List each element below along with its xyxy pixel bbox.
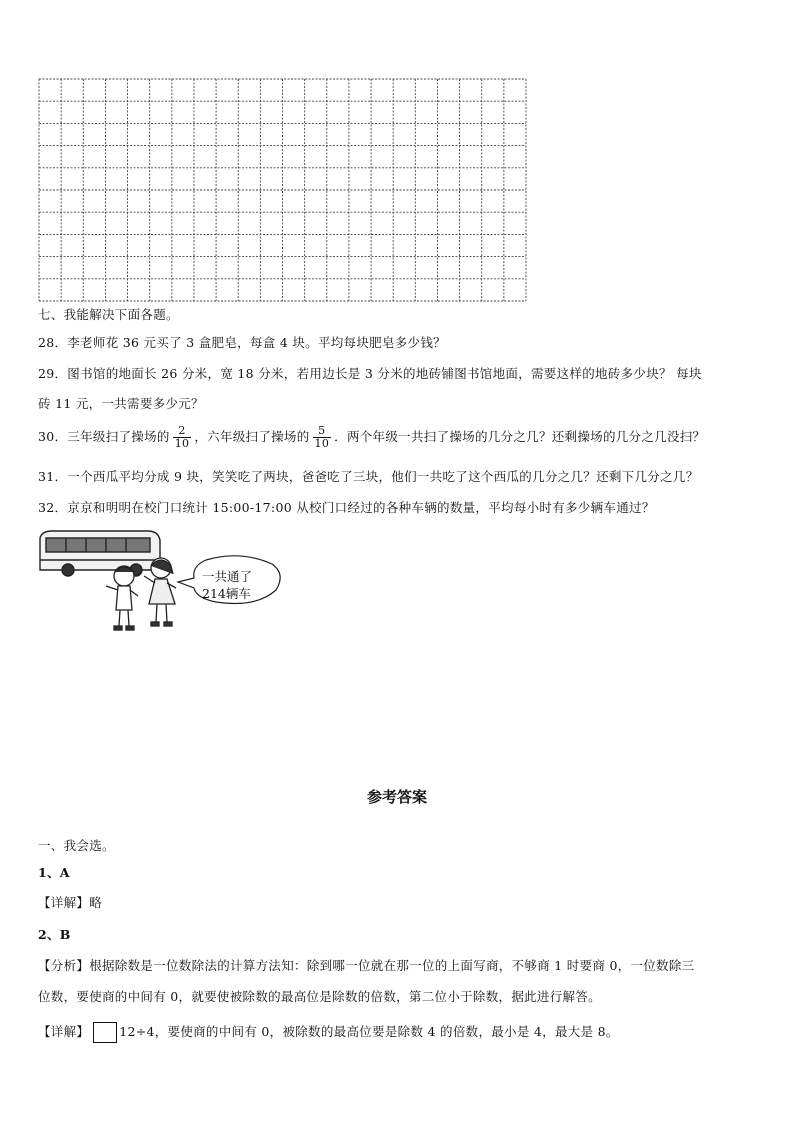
analysis-tag: 【分析】 <box>38 958 90 973</box>
question-30 <box>38 425 705 450</box>
answer-1-detail <box>38 893 102 911</box>
detail-tag: 【详解】 <box>38 895 90 910</box>
question-29-line2: 砖 11 元，一共需要多少元？ <box>38 396 204 411</box>
question-28: 28．李老师花 36 元买了 3 盒肥皂，每盒 4 块。平均每块肥皂多少钱？ <box>38 335 446 350</box>
answer-2-analysis-line1 <box>38 956 695 974</box>
answer-1: 1、A <box>38 865 70 880</box>
question-30-part2: ，六年级扫了操场的 <box>194 429 310 444</box>
detail-text: 12÷4，要使商的中间有 0，被除数的最高位要是除数 4 的倍数，最小是 4，最大是 8。 <box>119 1024 619 1039</box>
fraction-denominator: 10 <box>174 437 190 450</box>
question-31: 31．一个西瓜平均分成 9 块，笑笑吃了两块，爸爸吃了三块，他们一共吃了这个西瓜的几分之几？还剩下几分之几？ <box>38 469 699 484</box>
question-30-part1: 30．三年级扫了操场的 <box>38 429 170 444</box>
answer-2: 2、B <box>38 927 71 942</box>
detail-tag: 【详解】 <box>38 1024 90 1039</box>
bus-icon <box>40 531 160 576</box>
fraction-5-10 <box>313 425 332 450</box>
fraction-denominator: 10 <box>314 437 330 450</box>
question-30-part3: ．两个年级一共扫了操场的几分之几？还剩操场的几分之几没扫？ <box>334 429 706 444</box>
section-seven-header: 七、我能解决下面各题。 <box>38 307 179 322</box>
answer-grid <box>38 78 527 302</box>
fraction-numerator: 2 <box>173 425 192 438</box>
answers-section-one: 一、我会选。 <box>38 838 115 853</box>
question-32: 32．京京和明明在校门口统计 15:00-17:00 从校门口经过的各种车辆的数量，平均每小时有多少辆车通过？ <box>38 500 655 515</box>
speech-bubble-line1: 一共通了 <box>202 569 253 584</box>
detail-text: 略 <box>89 895 103 910</box>
answer-2-analysis-line2: 位数，要使商的中间有 0，就要使被除数的最高位是除数的倍数，第二位小于除数，据此进行解答。 <box>38 989 601 1004</box>
question-29-line1: 29．图书馆的地面长 26 分米，宽 18 分米，若用边长是 3 分米的地砖铺图书馆地面，需要这样的地砖多少块？ 每块 <box>38 366 702 381</box>
answers-title: 参考答案 <box>366 788 427 806</box>
fraction-2-10 <box>173 425 192 450</box>
fraction-numerator: 5 <box>313 425 332 438</box>
analysis-text: 根据除数是一位数除法的计算方法知：除到哪一位就在那一位的上面写商，不够商 1 时要商 0，一位数除三 <box>89 958 695 973</box>
boy-figure <box>106 566 138 630</box>
speech-bubble-line2: 214辆车 <box>202 586 251 601</box>
answer-2-detail <box>38 1022 619 1043</box>
blank-box <box>93 1022 117 1043</box>
